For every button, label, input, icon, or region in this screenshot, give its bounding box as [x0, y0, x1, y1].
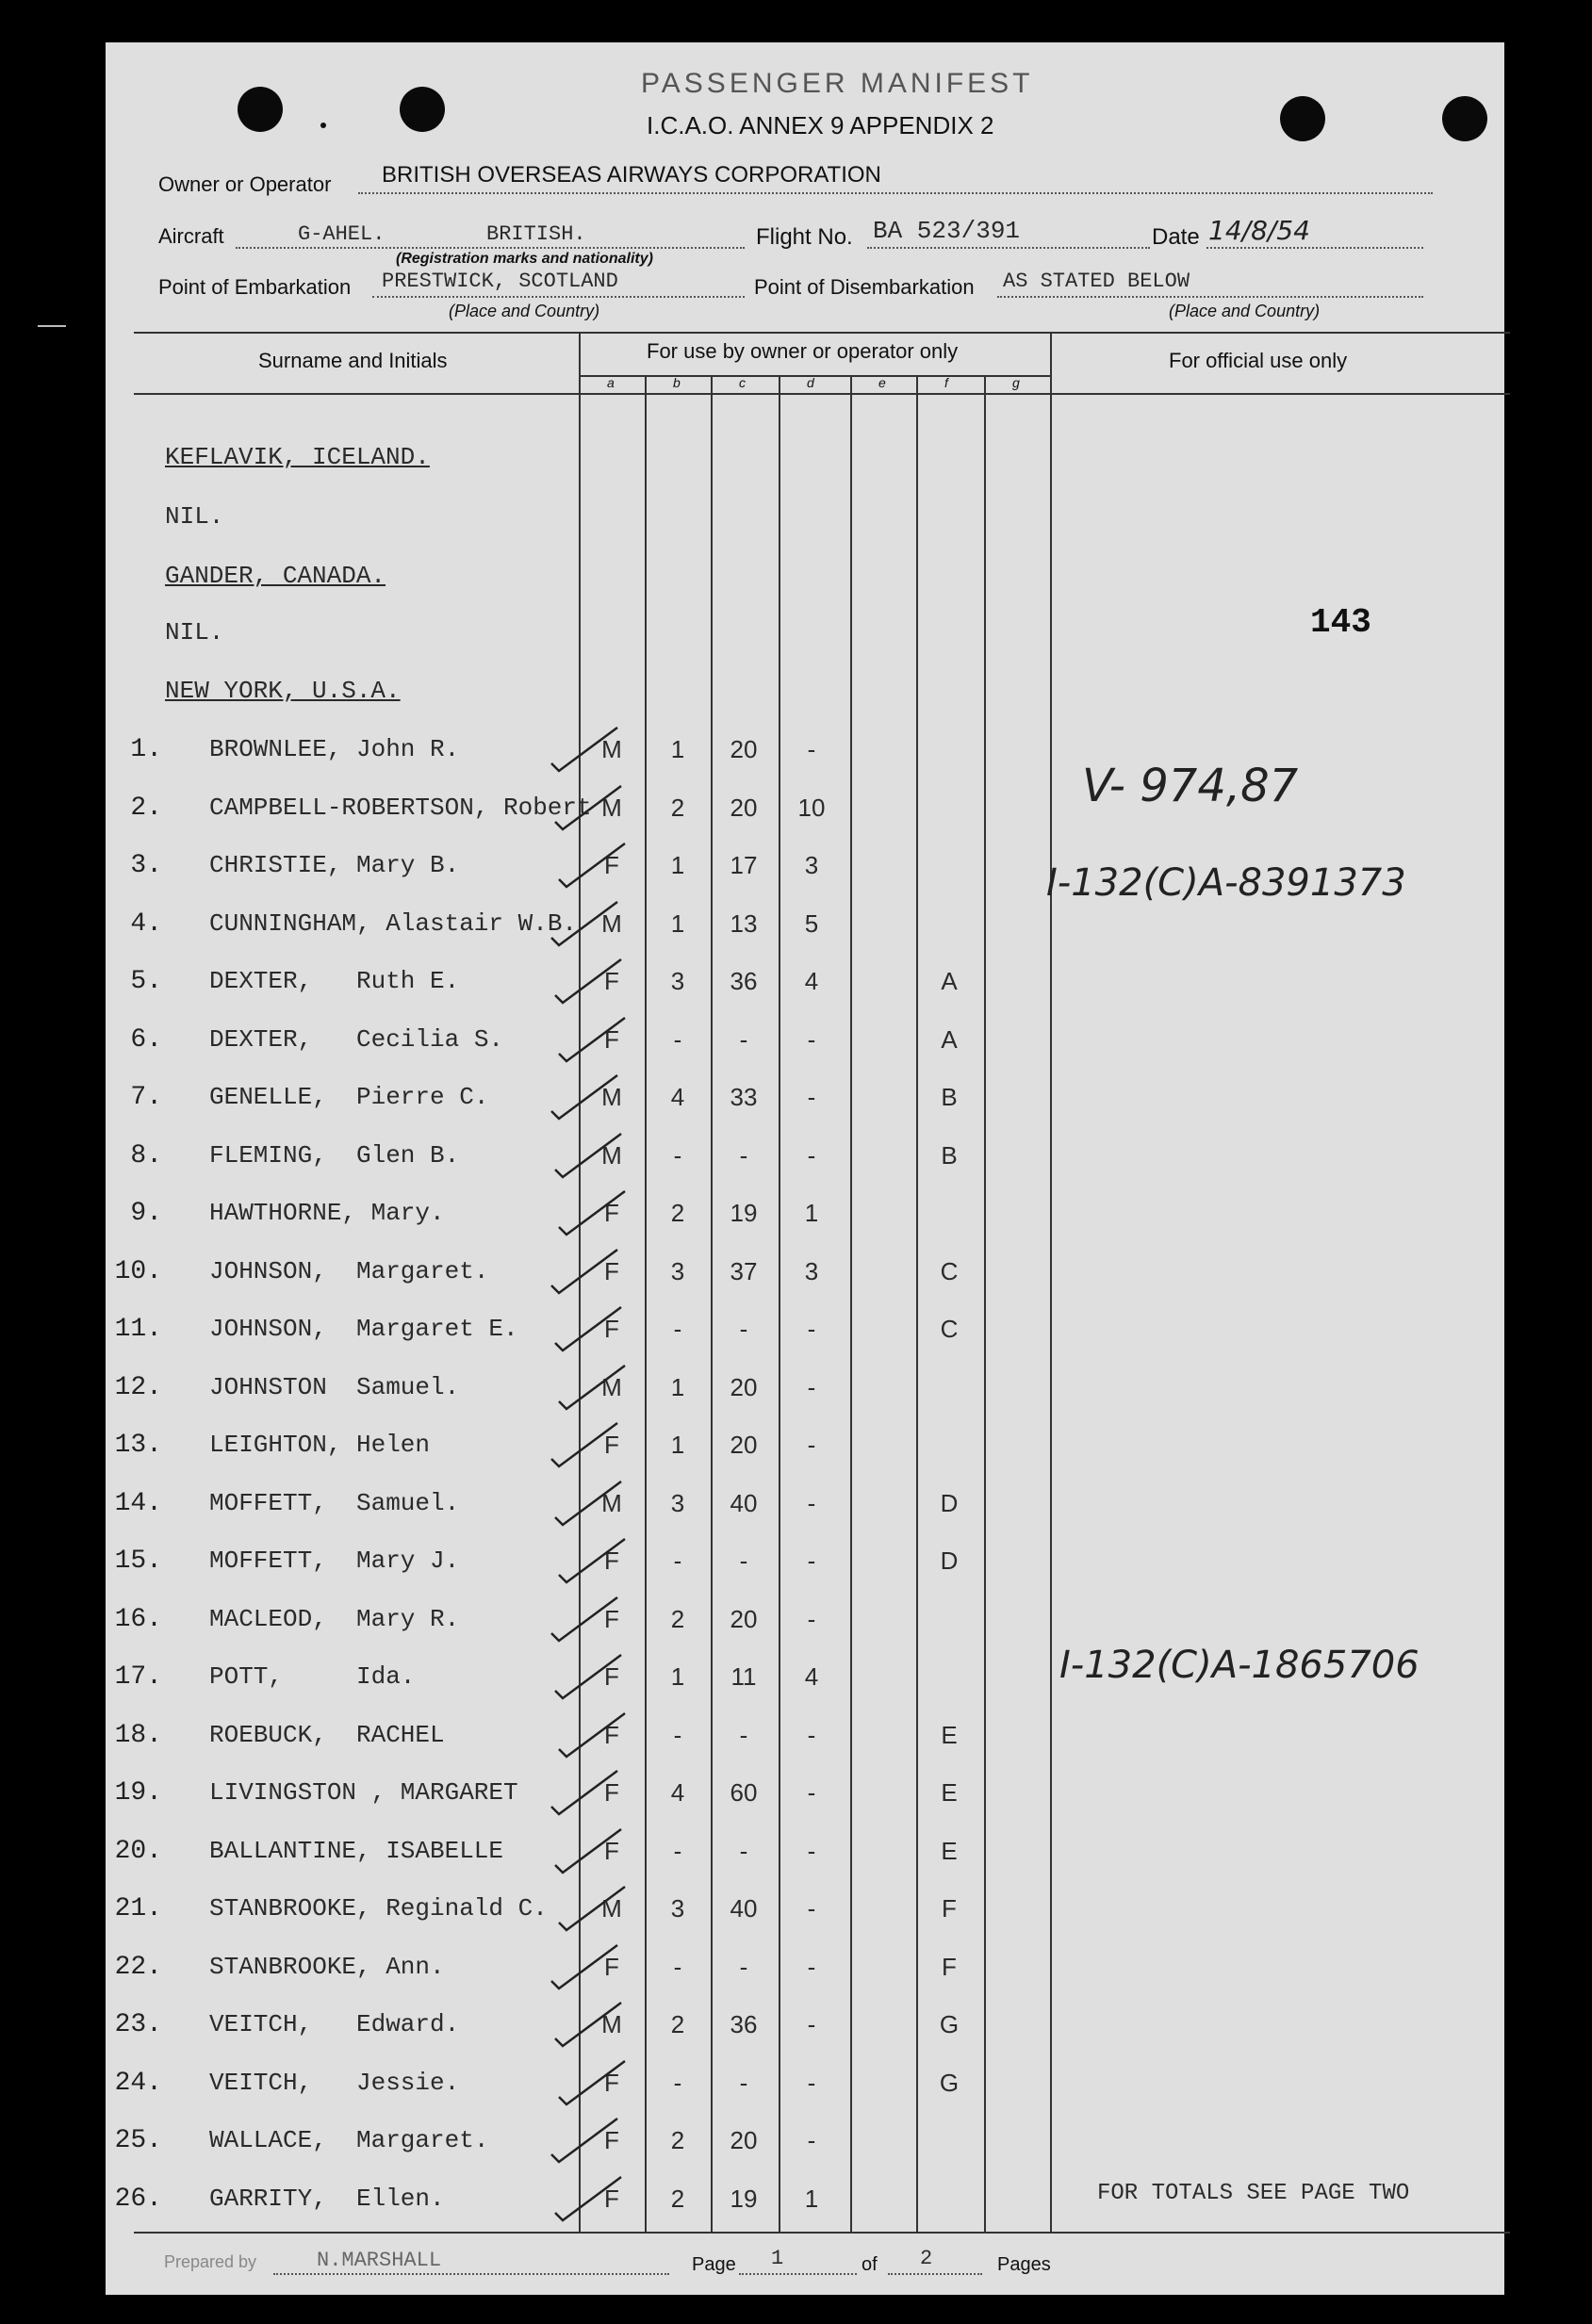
of-value: 2 — [920, 2247, 933, 2270]
passenger-given-name: Margaret. — [356, 2126, 489, 2154]
table-top-line — [134, 332, 1510, 334]
passenger-number: 18. — [114, 1721, 162, 1750]
passenger-surname: MOFFETT, — [209, 1489, 327, 1517]
passenger-col-b: 3 — [670, 1257, 685, 1285]
passenger-col-a: F — [604, 967, 619, 995]
passenger-surname: VEITCH, — [209, 2010, 313, 2038]
passenger-given-name: Alastair W.B. — [386, 909, 578, 938]
passenger-col-d: - — [807, 1141, 816, 1170]
passenger-given-name: ISABELLE — [386, 1837, 504, 1865]
passenger-col-c: 20 — [730, 2126, 758, 2154]
passenger-surname: POTT, — [209, 1662, 284, 1691]
subcolumn-header-g: g — [1012, 375, 1020, 390]
passenger-col-c: 19 — [730, 2185, 758, 2213]
table-header-bottom-line — [134, 393, 1510, 395]
passenger-given-name: Pierre C. — [356, 1083, 489, 1111]
passenger-given-name: Glen B. — [356, 1141, 460, 1170]
subcolumn-header-b: b — [673, 375, 681, 390]
passenger-given-name: Samuel. — [356, 1373, 460, 1401]
passenger-given-name: Samuel. — [356, 1489, 460, 1517]
passenger-col-c: - — [739, 1025, 748, 1054]
embark-note: (Place and Country) — [449, 302, 600, 320]
subcolumn-header-e: e — [878, 375, 886, 390]
passenger-col-a: F — [604, 1662, 619, 1691]
passenger-col-a: M — [601, 1141, 622, 1170]
flight-line — [867, 247, 1150, 249]
passenger-col-d: - — [807, 2069, 816, 2097]
surname-header: Surname and Initials — [258, 349, 448, 372]
disembark-note: (Place and Country) — [1169, 302, 1321, 320]
passenger-given-name: Edward. — [356, 2010, 460, 2038]
passenger-col-c: 20 — [730, 735, 758, 763]
passenger-given-name: Ann. — [386, 1953, 445, 1981]
stamp-number: 143 — [1310, 603, 1371, 642]
passenger-col-a: F — [604, 1257, 619, 1285]
passenger-given-name: Ida. — [356, 1662, 416, 1691]
passenger-col-d: 10 — [797, 794, 826, 822]
passenger-given-name: Mary B. — [356, 851, 460, 879]
passenger-col-f: A — [941, 967, 958, 995]
passenger-number: 19. — [114, 1778, 162, 1808]
passenger-col-d: 4 — [804, 967, 819, 995]
passenger-surname: JOHNSON, — [209, 1257, 327, 1285]
passenger-col-b: 3 — [670, 1489, 685, 1517]
passenger-col-a: M — [601, 794, 622, 822]
passenger-col-a: F — [604, 1778, 619, 1807]
manifest-title: PASSENGER MANIFEST — [641, 68, 1034, 99]
owner-label: Owner or Operator — [158, 172, 332, 196]
passenger-col-c: 20 — [730, 1605, 758, 1633]
aircraft-note: (Registration marks and nationality) — [396, 251, 653, 267]
disembark-value: AS STATED BELOW — [1003, 270, 1190, 293]
passenger-number: 9. — [130, 1199, 162, 1228]
passenger-col-f: F — [942, 1894, 957, 1923]
passenger-given-name: Helen — [356, 1431, 431, 1459]
aircraft-nationality: BRITISH. — [486, 222, 586, 246]
flight-value: BA 523/391 — [873, 217, 1021, 245]
passenger-col-a: F — [604, 2069, 619, 2097]
official-note-2: I-132(C)A-8391373 — [1046, 861, 1406, 905]
passenger-col-f: D — [940, 1547, 959, 1575]
passenger-col-a: F — [604, 1431, 619, 1459]
passenger-col-c: - — [739, 1953, 748, 1981]
passenger-col-f: B — [941, 1083, 958, 1111]
passenger-col-c: - — [739, 1837, 748, 1865]
passenger-col-d: - — [807, 1083, 816, 1111]
passenger-col-d: - — [807, 1721, 816, 1749]
passenger-col-f: A — [941, 1025, 958, 1054]
passenger-col-a: F — [604, 851, 619, 879]
passenger-col-f: E — [941, 1778, 958, 1807]
passenger-col-c: 20 — [730, 1431, 758, 1459]
passenger-surname: VEITCH, — [209, 2069, 313, 2097]
pages-label: Pages — [997, 2254, 1051, 2275]
passenger-col-f: E — [941, 1721, 958, 1749]
disembark-line — [997, 296, 1423, 298]
passenger-surname: HAWTHORNE, — [209, 1199, 357, 1227]
passenger-col-c: 36 — [730, 967, 758, 995]
subcolumn-header-c: c — [739, 375, 746, 390]
of-label: of — [862, 2254, 878, 2275]
passenger-surname: BROWNLEE, — [209, 735, 342, 763]
passenger-col-c: 11 — [730, 1662, 757, 1691]
passenger-col-b: 3 — [670, 1894, 685, 1923]
passenger-col-f: C — [940, 1257, 959, 1285]
passenger-surname: MOFFETT, — [209, 1547, 327, 1575]
official-note-3: I-132(C)A-1865706 — [1059, 1644, 1420, 1687]
col-divider-g — [984, 375, 986, 2232]
passenger-surname: CHRISTIE, — [209, 851, 342, 879]
passenger-col-c: 17 — [730, 851, 758, 879]
subcolumn-header-d: d — [807, 375, 814, 390]
stop-gander-note: NIL. — [165, 618, 224, 646]
passenger-col-b: 1 — [670, 735, 685, 763]
stop-keflavik-note: NIL. — [165, 502, 224, 531]
passenger-col-a: M — [601, 735, 622, 763]
official-note-1: V- 974,87 — [1082, 760, 1299, 812]
passenger-col-c: 20 — [730, 794, 758, 822]
owner-line — [358, 192, 1433, 194]
passenger-col-c: 40 — [730, 1894, 758, 1923]
prepared-line — [273, 2273, 669, 2275]
passenger-col-d: - — [807, 1315, 816, 1343]
passenger-number: 14. — [114, 1489, 162, 1518]
passenger-col-b: 2 — [670, 1605, 685, 1633]
table-bottom-line — [134, 2232, 1510, 2234]
col-divider-e — [850, 375, 852, 2232]
passenger-number: 20. — [114, 1837, 162, 1866]
passenger-col-b: - — [673, 1547, 682, 1575]
passenger-given-name: Cecilia S. — [356, 1025, 504, 1054]
passenger-col-d: 1 — [804, 2185, 819, 2213]
passenger-col-c: 60 — [730, 1778, 758, 1807]
aircraft-label: Aircraft — [158, 224, 224, 248]
passenger-col-c: 36 — [730, 2010, 758, 2038]
passenger-surname: CAMPBELL-ROBERTSON, — [209, 794, 489, 822]
page-line — [739, 2273, 857, 2275]
passenger-surname: MACLEOD, — [209, 1605, 327, 1633]
passenger-number: 5. — [130, 967, 162, 996]
passenger-col-b: - — [673, 1837, 682, 1865]
passenger-col-b: - — [673, 1721, 682, 1749]
passenger-col-a: F — [604, 1953, 619, 1981]
punch-hole-right — [1280, 96, 1325, 141]
passenger-col-d: - — [807, 1547, 816, 1575]
passenger-col-b: 2 — [670, 2185, 685, 2213]
passenger-col-b: 1 — [670, 1662, 685, 1691]
passenger-number: 12. — [114, 1373, 162, 1402]
passenger-col-f: E — [941, 1837, 958, 1865]
passenger-surname: STANBROOKE, — [209, 1953, 371, 1981]
stop-new-york: NEW YORK, U.S.A. — [165, 677, 401, 705]
passenger-surname: FLEMING, — [209, 1141, 327, 1170]
passenger-col-c: - — [739, 1141, 748, 1170]
passenger-number: 13. — [114, 1431, 162, 1460]
passenger-surname: JOHNSTON — [209, 1373, 327, 1401]
passenger-surname: CUNNINGHAM, — [209, 909, 371, 938]
embark-line — [372, 296, 745, 298]
passenger-col-c: 37 — [730, 1257, 758, 1285]
passenger-col-a: M — [601, 1083, 622, 1111]
stop-keflavik: KEFLAVIK, ICELAND. — [165, 443, 430, 471]
page-label: Page — [692, 2254, 736, 2275]
flight-label: Flight No. — [756, 224, 853, 250]
passenger-given-name: Ellen. — [356, 2185, 445, 2213]
subcolumn-header-a: a — [607, 375, 615, 390]
passenger-col-d: 5 — [804, 909, 819, 938]
edge-mark — [38, 325, 66, 327]
passenger-surname: ROEBUCK, — [209, 1721, 327, 1749]
passenger-col-a: F — [604, 1721, 619, 1749]
embark-label: Point of Embarkation — [158, 275, 352, 299]
aircraft-line — [236, 247, 745, 249]
passenger-surname: LIVINGSTON , — [209, 1778, 386, 1807]
passenger-number: 1. — [130, 735, 162, 764]
passenger-surname: GENELLE, — [209, 1083, 327, 1111]
passenger-given-name: Ruth E. — [356, 967, 460, 995]
passenger-number: 3. — [130, 851, 162, 880]
passenger-col-a: F — [604, 1547, 619, 1575]
passenger-col-d: - — [807, 2126, 816, 2154]
passenger-surname: DEXTER, — [209, 967, 313, 995]
passenger-col-d: 3 — [804, 1257, 819, 1285]
totals-note: FOR TOTALS SEE PAGE TWO — [1097, 2181, 1410, 2206]
punch-dot — [320, 123, 326, 128]
passenger-col-a: M — [601, 2010, 622, 2038]
passenger-col-c: 40 — [730, 1489, 758, 1517]
passenger-col-c: - — [739, 1547, 748, 1575]
date-value: 14/8/54 — [1208, 215, 1310, 246]
passenger-col-a: M — [601, 909, 622, 938]
passenger-col-d: - — [807, 1025, 816, 1054]
passenger-col-b: 2 — [670, 2126, 685, 2154]
date-line — [1206, 247, 1423, 249]
passenger-col-f: C — [940, 1315, 959, 1343]
aircraft-registration: G-AHEL. — [298, 222, 386, 246]
passenger-col-a: M — [601, 1894, 622, 1923]
passenger-col-a: F — [604, 2185, 619, 2213]
date-label: Date — [1152, 224, 1200, 250]
passenger-col-a: F — [604, 1025, 619, 1054]
passenger-col-a: F — [604, 1605, 619, 1633]
passenger-col-a: M — [601, 1489, 622, 1517]
passenger-col-c: - — [739, 1315, 748, 1343]
disembark-label: Point of Disembarkation — [754, 275, 975, 299]
passenger-col-d: - — [807, 1894, 816, 1923]
passenger-col-f: G — [939, 2010, 960, 2038]
passenger-col-b: - — [673, 1141, 682, 1170]
passenger-col-c: 33 — [730, 1083, 758, 1111]
passenger-col-b: 1 — [670, 1373, 685, 1401]
passenger-col-b: 3 — [670, 967, 685, 995]
passenger-given-name: RACHEL — [356, 1721, 445, 1749]
passenger-col-f: B — [941, 1141, 958, 1170]
passenger-col-b: 2 — [670, 2010, 685, 2038]
of-line — [888, 2273, 982, 2275]
passenger-given-name: Robert — [503, 794, 592, 822]
passenger-col-b: 1 — [670, 909, 685, 938]
passenger-col-d: 3 — [804, 851, 819, 879]
passenger-col-b: 2 — [670, 1199, 685, 1227]
column-subheader-line — [579, 375, 1050, 377]
passenger-col-d: - — [807, 1489, 816, 1517]
passenger-number: 6. — [130, 1025, 162, 1055]
prepared-label: Prepared by — [164, 2252, 257, 2271]
passenger-col-a: F — [604, 1199, 619, 1227]
passenger-given-name: Margaret E. — [356, 1315, 518, 1343]
passenger-col-a: M — [601, 1373, 622, 1401]
passenger-col-b: 1 — [670, 851, 685, 879]
passenger-col-a: F — [604, 2126, 619, 2154]
punch-hole-left-2 — [400, 87, 445, 132]
passenger-col-b: 2 — [670, 794, 685, 822]
passenger-given-name: Margaret. — [356, 1257, 489, 1285]
manifest-subtitle: I.C.A.O. ANNEX 9 APPENDIX 2 — [647, 111, 994, 139]
passenger-number: 26. — [114, 2185, 162, 2214]
passenger-surname: WALLACE, — [209, 2126, 327, 2154]
passenger-col-b: - — [673, 1025, 682, 1054]
passenger-col-d: 1 — [804, 1199, 819, 1227]
passenger-number: 8. — [130, 1141, 162, 1170]
passenger-number: 24. — [114, 2069, 162, 2098]
passenger-surname: DEXTER, — [209, 1025, 313, 1054]
passenger-col-f: G — [939, 2069, 960, 2097]
passenger-col-d: - — [807, 1373, 816, 1401]
passenger-col-c: 19 — [730, 1199, 758, 1227]
stop-gander: GANDER, CANADA. — [165, 562, 386, 590]
page-value: 1 — [771, 2247, 784, 2270]
punch-hole-left — [238, 87, 283, 132]
passenger-col-c: - — [739, 2069, 748, 2097]
passenger-col-f: F — [942, 1953, 957, 1981]
passenger-given-name: Reginald C. — [386, 1894, 548, 1923]
passenger-col-d: - — [807, 1778, 816, 1807]
passenger-col-f: D — [940, 1489, 959, 1517]
punch-hole-right-2 — [1442, 96, 1487, 141]
passenger-surname: LEIGHTON, — [209, 1431, 342, 1459]
passenger-col-d: - — [807, 2010, 816, 2038]
passenger-col-a: F — [604, 1315, 619, 1343]
owner-value: BRITISH OVERSEAS AIRWAYS CORPORATION — [382, 162, 881, 188]
passenger-given-name: Jessie. — [356, 2069, 460, 2097]
passenger-col-d: - — [807, 1953, 816, 1981]
passenger-col-c: 20 — [730, 1373, 758, 1401]
passenger-col-d: - — [807, 735, 816, 763]
passenger-number: 7. — [130, 1083, 162, 1112]
passenger-col-b: - — [673, 1315, 682, 1343]
passenger-col-b: 1 — [670, 1431, 685, 1459]
passenger-given-name: Mary. — [370, 1199, 445, 1227]
passenger-col-d: - — [807, 1431, 816, 1459]
passenger-number: 23. — [114, 2010, 162, 2039]
passenger-number: 10. — [114, 1257, 162, 1286]
passenger-number: 4. — [130, 909, 162, 939]
passenger-given-name: Mary R. — [356, 1605, 460, 1633]
embark-value: PRESTWICK, SCOTLAND — [382, 270, 618, 293]
passenger-given-name: Mary J. — [356, 1547, 460, 1575]
passenger-number: 16. — [114, 1605, 162, 1634]
passenger-given-name: John R. — [356, 735, 460, 763]
owner-use-header: For use by owner or operator only — [647, 339, 959, 363]
passenger-number: 17. — [114, 1662, 162, 1692]
passenger-number: 11. — [114, 1315, 162, 1344]
passenger-surname: BALLANTINE, — [209, 1837, 371, 1865]
passenger-col-d: - — [807, 1837, 816, 1865]
passenger-col-b: 4 — [670, 1778, 685, 1807]
official-use-header: For official use only — [1169, 349, 1348, 372]
passenger-col-b: - — [673, 2069, 682, 2097]
passenger-surname: GARRITY, — [209, 2185, 327, 2213]
subcolumn-header-f: f — [944, 375, 948, 390]
passenger-number: 15. — [114, 1547, 162, 1576]
passenger-number: 22. — [114, 1953, 162, 1982]
passenger-col-d: - — [807, 1605, 816, 1633]
passenger-given-name: MARGARET — [400, 1778, 518, 1807]
passenger-col-b: - — [673, 1953, 682, 1981]
passenger-surname: JOHNSON, — [209, 1315, 327, 1343]
prepared-value: N.MARSHALL — [317, 2249, 442, 2272]
passenger-surname: STANBROOKE, — [209, 1894, 371, 1923]
passenger-col-a: F — [604, 1837, 619, 1865]
passenger-number: 2. — [130, 794, 162, 823]
passenger-number: 25. — [114, 2126, 162, 2155]
passenger-col-c: - — [739, 1721, 748, 1749]
passenger-col-d: 4 — [804, 1662, 819, 1691]
col-divider-official — [1050, 332, 1052, 2232]
passenger-col-c: 13 — [730, 909, 758, 938]
passenger-number: 21. — [114, 1894, 162, 1923]
passenger-col-b: 4 — [670, 1083, 685, 1111]
